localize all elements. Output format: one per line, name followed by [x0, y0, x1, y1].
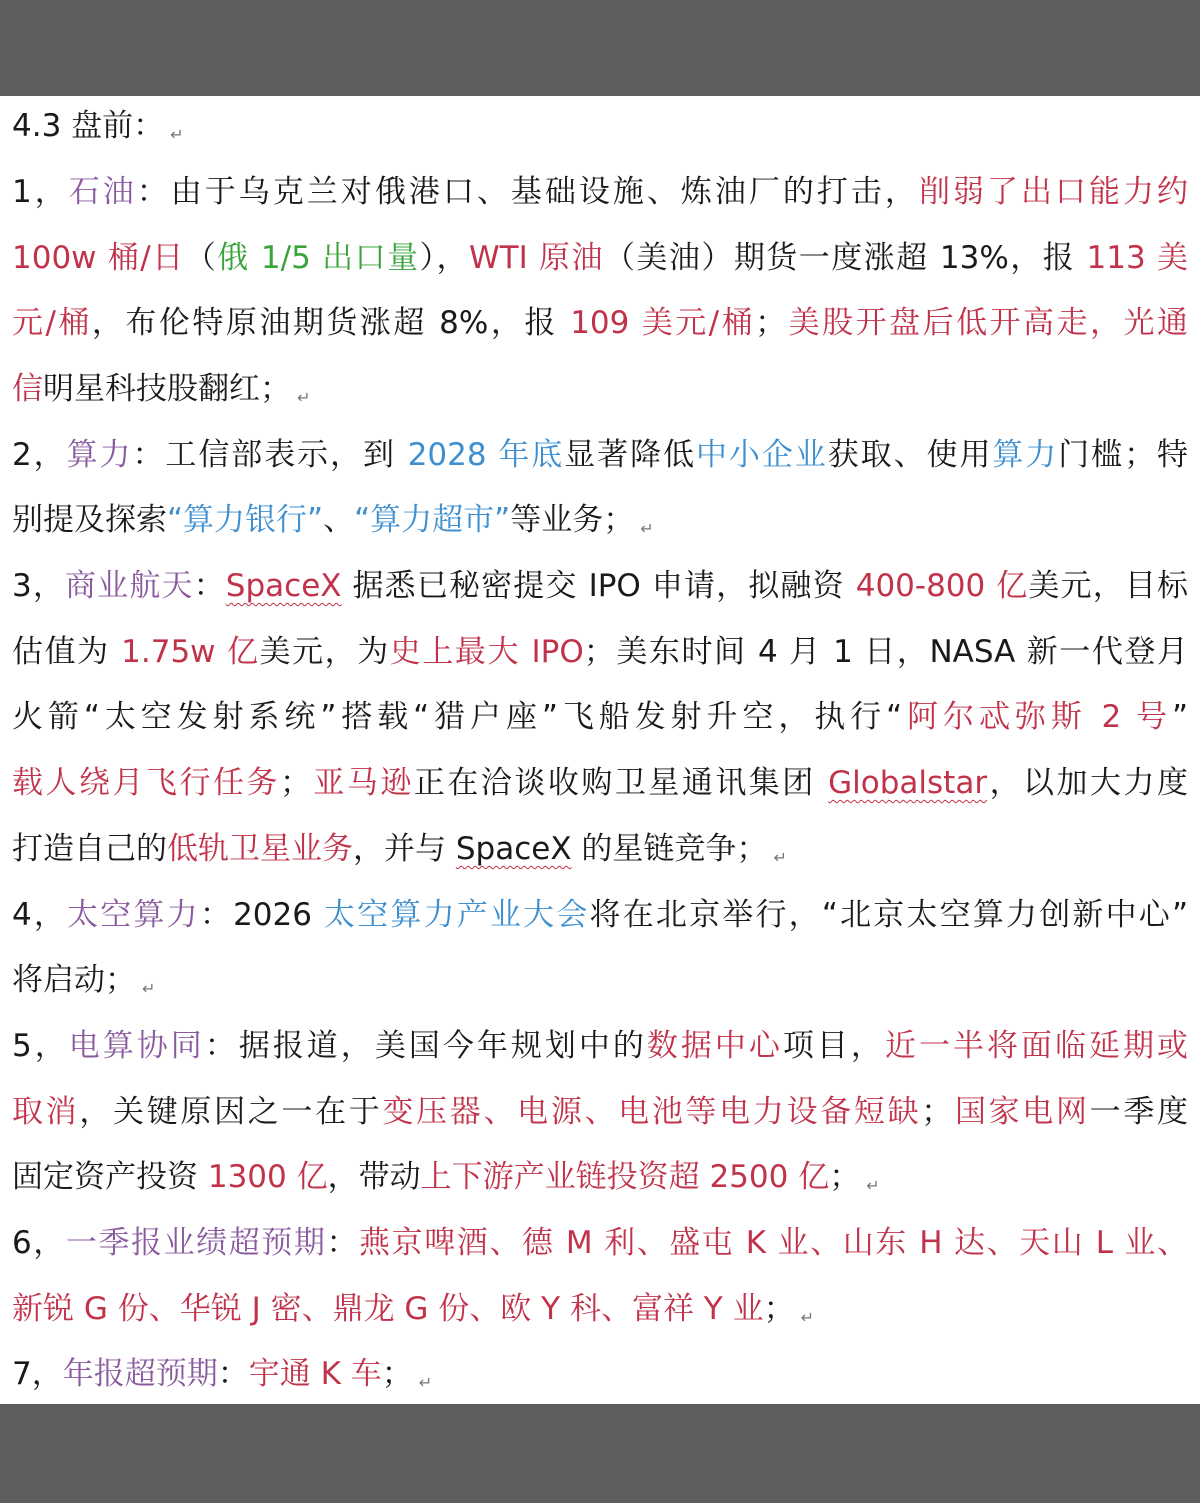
text-run: ； [381, 1356, 413, 1392]
text-run: 年报超预期 [62, 1356, 218, 1392]
paragraph-mark-icon: ↵ [800, 1308, 815, 1327]
text-run: 史上最大 IPO [389, 634, 584, 670]
text-line [12, 356, 1188, 422]
text-run: ； [921, 1094, 953, 1130]
text-run: 7， [12, 1356, 63, 1392]
text-line [12, 684, 1188, 750]
text-run: 2028 年底 [407, 437, 565, 473]
text-run: ： [217, 1356, 249, 1392]
text-line [12, 96, 1188, 159]
text-run: （美油）期货一度涨超 13%，报 [603, 240, 1087, 276]
text-run: ：据报道，美国今年规划中的 [204, 1028, 647, 1064]
text-run: 2， [12, 437, 67, 473]
text-run: 将在北京举行，“北京太空算力创新中心” [589, 897, 1189, 933]
text-run: 的星链竞争； [571, 831, 768, 867]
text-run: 4， [12, 897, 68, 933]
text-line [12, 816, 1188, 882]
paragraph-mark-icon: ↵ [142, 979, 156, 998]
text-run: 算力 [66, 437, 133, 473]
text-run: 别提及探索 [12, 502, 167, 538]
text-line [12, 750, 1188, 816]
text-run: ，以加大力度 [987, 765, 1189, 801]
text-run: 获取、使用 [827, 437, 993, 473]
bottom-dark-bar [0, 1404, 1200, 1503]
paragraph-mark-icon: ↵ [297, 388, 311, 407]
text-run: 数据中心 [646, 1028, 783, 1064]
text-run: 将启动； [12, 962, 136, 998]
text-run: SpaceX [225, 568, 342, 604]
text-run: ； [829, 1159, 861, 1195]
text-run: 113 美 [1086, 240, 1189, 276]
text-run: 商业航天 [65, 568, 194, 604]
text-run: 109 美元/桶 [570, 305, 756, 341]
text-run: 载人绕月飞行任务 [12, 765, 280, 801]
text-run: ：工信部表示，到 [132, 437, 408, 473]
text-run: 等业务； [510, 502, 635, 538]
document-page [0, 96, 1200, 1404]
text-run: 削弱了出口能力约 [918, 174, 1189, 210]
text-run: 火箭“太空发射系统”搭载“猎户座”飞船发射升空，执行“ [12, 699, 903, 735]
text-run: 估值为 [12, 634, 122, 670]
text-run: 5， [12, 1028, 69, 1064]
text-run: ； [279, 765, 311, 801]
text-line [12, 159, 1188, 225]
text-run: （ [184, 240, 218, 276]
text-run: 阿尔忒弥斯 2 号 [902, 699, 1172, 735]
text-line [12, 1341, 1188, 1404]
text-run: ” [1171, 699, 1188, 735]
text-run: 上下游产业链投资超 2500 亿 [420, 1159, 830, 1195]
text-run: 3， [12, 568, 66, 604]
text-run: 打造自己的 [12, 831, 167, 867]
text-run: WTI 原油 [468, 240, 604, 276]
text-run: 、 [323, 502, 355, 538]
text-run: 国家电网 [952, 1094, 1090, 1130]
text-line [12, 1276, 1188, 1342]
text-line [12, 487, 1188, 553]
text-run: ，带动 [327, 1159, 421, 1195]
text-run: 4.3 盘前： [12, 108, 165, 144]
text-run: ： [193, 568, 226, 604]
text-run: ，关键原因之一在于 [79, 1094, 383, 1130]
text-run: 1， [12, 174, 69, 210]
text-run: 门槛；特 [1058, 437, 1189, 473]
text-run: 太空算力产业大会 [324, 897, 590, 933]
text-run: 中小企业 [695, 437, 828, 473]
text-run: 亚马逊 [310, 765, 414, 801]
text-line [12, 422, 1188, 488]
paragraph-mark-icon: ↵ [418, 1373, 433, 1392]
text-run: ，布伦特原油期货涨超 8%，报 [91, 305, 571, 341]
text-run: 显著降低 [564, 437, 696, 473]
text-run: 6， [12, 1225, 66, 1261]
text-run: 石油 [68, 174, 137, 210]
text-run: 宇通 K 车 [248, 1356, 382, 1392]
text-run: ：2026 [199, 897, 324, 933]
text-run: 明星科技股翻红； [43, 371, 291, 407]
text-run: ，并与 [353, 831, 456, 867]
text-line [12, 882, 1188, 948]
text-run: 信 [12, 371, 43, 407]
text-run: ；美东时间 4 月 1 日，NASA 新一代登月 [583, 634, 1189, 670]
text-line [12, 619, 1188, 685]
text-run: ： [326, 1225, 360, 1261]
text-run: “算力超市” [354, 502, 511, 538]
text-run: 元/桶 [12, 305, 92, 341]
text-run: 正在洽谈收购卫星通讯集团 [413, 765, 829, 801]
text-run: ； [755, 305, 787, 341]
text-run: 新锐 G 份、华锐 J 密、鼎龙 G 份、欧 Y 科、富祥 Y 业 [12, 1291, 764, 1327]
paragraph-mark-icon: ↵ [170, 125, 184, 144]
text-line [12, 1079, 1188, 1145]
text-run: 400-800 亿 [855, 568, 1029, 604]
text-run: 变压器、电源、电池等电力设备短缺 [382, 1094, 922, 1130]
text-run: ； [763, 1291, 795, 1327]
text-run: 固定资产投资 [12, 1159, 208, 1195]
text-run: 美元，为 [259, 634, 390, 670]
text-line [12, 1144, 1188, 1210]
text-line [12, 553, 1188, 619]
text-run: 电算协同 [68, 1028, 205, 1064]
paragraph-mark-icon: ↵ [773, 848, 787, 867]
text-line [12, 1210, 1188, 1276]
text-run: 100w 桶/日 [12, 240, 185, 276]
text-run: 太空算力 [67, 897, 200, 933]
text-run: 1.75w 亿 [121, 634, 260, 670]
text-run: 算力 [992, 437, 1059, 473]
text-run: “算力银行” [167, 502, 324, 538]
text-run: 1300 亿 [207, 1159, 328, 1195]
text-run: 一季报业绩超预期 [65, 1225, 327, 1261]
text-run: 美股开盘后低开高走，光通 [786, 305, 1189, 341]
text-run: 低轨卫星业务 [167, 831, 353, 867]
text-run: ）， [419, 240, 469, 276]
text-run: ：由于乌克兰对俄港口、基础设施、炼油厂的打击， [136, 174, 919, 210]
text-run: 取消 [12, 1094, 80, 1130]
text-line [12, 1013, 1188, 1079]
text-run: 美元，目标 [1028, 568, 1189, 604]
paragraph-mark-icon: ↵ [866, 1176, 880, 1195]
text-run: SpaceX [455, 831, 572, 867]
text-line [12, 290, 1188, 356]
top-dark-bar [0, 0, 1200, 96]
text-line [12, 947, 1188, 1013]
text-run: 据悉已秘密提交 IPO 申请，拟融资 [341, 568, 856, 604]
text-run: 燕京啤酒、德 M 利、盛屯 K 业、山东 H 达、天山 L 业、 [359, 1225, 1188, 1261]
text-run: 一季度 [1089, 1094, 1189, 1130]
text-run: Globalstar [828, 765, 988, 801]
paragraph-mark-icon: ↵ [640, 519, 654, 538]
text-run: 俄 1/5 出口量 [217, 240, 420, 276]
text-line [12, 225, 1188, 291]
text-run: 近一半将面临延期或 [884, 1028, 1189, 1064]
text-run: 项目， [782, 1028, 885, 1064]
